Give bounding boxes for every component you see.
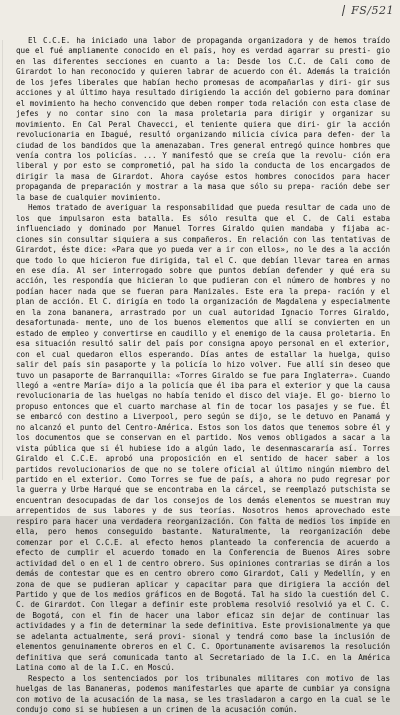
binding-margin bbox=[2, 40, 9, 480]
letter-body bbox=[16, 36, 390, 715]
archive-reference: FS/521 bbox=[351, 4, 394, 17]
paragraph-1: El C.C.E. ha iniciado una labor de propaganda organizadora y de hemos traído que el fué ampliamente conocido en el país, hoy es verdad agarrar su presti- gio en las diferentes secciones en cuanto a la: Desde los C.C. de Cali como de Girardot lo han reconocido y quieren labrar de acuerdo con él. Además la traición de los jefes liberales que habían hecho promesas de acompañarlas y diri- gir sus acciones y al último haya resultado dirigiendo la acción del gobierno para dominar el movimiento ha hecho convencido que deben romper toda relación con esta clase de jefes y no contar sino con la masa proletaria para dirigir y organizar su movimiento. En Cal Peral Chavecci, el teniente quiera que diri- gir la acción revolucionaria en Ibagué, resultó organizando milicia cívica para defen- der la ciudad de los bandidos que la amenazaban. Tres general entregó quince hombres que venía contra los policías. ... Y manifestó que se creía que la revolu- ción era liberal y por esto se comprometió, pal ha sido la conducta de los encargados de dirigir la masa de Girardot. Ahora cayóse estos hombres conocidos para hacer propaganda de preparación y mostrar a la masa que sólo su prepa- ración debe ser la base de cualquier movimiento. bbox=[16, 36, 390, 202]
paragraph-2: Hemos tratado de averiguar la responsabilidad que pueda resultar de cada uno de los que impulsaron esta batalla. Es sólo resulta que el C. de Cali estaba influenciado y dominado por Manuel Torres Giraldo quien mandaba y fijaba ac- ciones sin consultar siquiera a sus compañeros. En relación con las tentativas de Girardot, éste dice: «Para que yo pueda ver a ir con ellos», no le des a la acción que todo lo que hicieron fue dirigida, tal el C. que debían llevar tarea en armas en ese día. Al ser interrogado sobre que puntos debían defender y qué era su acción, les respondía que hicieran lo que pudieran con el número de hombres y no podían hacer nada que se fueran para Manizales. Este era la prepa- ración y el plan de acción. El C. dirigía en todo la organización de Magdalena y especialmente en la zona bananera, arrastrado por un cual autoridad Ignacio Torres Giraldo, desafortunada- mente, uno de los buenos elementos que allí se convierten en un estado de empleo y convertirse en caudillo y el enemigo de la causa proletaria. En esa situación resultó salir del país por consigna apoyo personal en el exterior, con el cual quedaron ellos esperando. Días antes de estallar la huelga, quiso salir del país sin pasaporte y la policía lo hizo volver. Fue allí sin deseo que tuvo un pasaporte de Barranquilla: «Torres Giraldo se fue para Inglaterra». Cuando llegó a «entre María» dijo a la policía que él iba para el exterior y que la causa revolucionaria de las huelgas no había tenido el disco del viaje. El go- bierno lo propuso entonces que el cuarto marchase al fin de tocar los pasajes y se fue. Él se embarcó con destino a Liverpool, pero según se dijo, se le detuvo en Panamá y no alcanzó el punto del Centro-América. Estos son los datos que tenemos sobre él y los documentos que se conservan en el partido. Nos vemos obligados a sacar a la vista pública que si él hubiese ido a algún lado, le desenmascararía así. Torres Giraldo el C.C.E. aprobó una proposición en el sentido de hacer saber a los partidos revolucionarios de que no se tolere oficial al último ningún miembro del partido en el exterior. Como Torres se fue de país, a ahora no pudo regresar por la guerra y Urbe Harqué que se encontraba en la cárcel, se reemplazó putschista se encuentran desocupadas de dar los consejos de los demás elementos se muestran muy arrepentidos de sus labores y de sus teorías. Nosotros hemos aprovechado este respiro para hacer una verdadera reorganización. Con falta de medios los impide en ella, pero hemos conseguido bastante. Naturalmente, la reorganización debe comenzar por el C.C.E. al efecto hemos planteado la conferencia de acuerdo a efecto de cumplir el acuerdo tomado en la Conferencia de Buenos Aires sobre actividad del o en el 1 de centro obrero. Sus opiniones contrarias se dirán a los demás de contestar que es en centro obrero como Girardot, Cali y Medellín, y en zona de que se pudieran aplicar y capacitar para que dirigiera la acción del Partido y que de los medios gráficos en de Bogotá. Tal ha sido la cuestión del C. C. de Girardot. Con llegar a definir este problema resolvió resolvió ya el C. C. de Bogotá, con el fin de hacer una labor eficaz sin dejar de continuar las actividades y a fin de determinar la sede definitiva. Este provisionalmente ya que se adelanta actualmente, será provi- sional y tendrá como base la inclusión de elementos genuinamente obreros en el C. C. Oportunamente avisaremos la resolución definitiva que será comunicada tanto al Secretariado de la I.C. en la América Latina como al de la I.C. en Moscú. bbox=[16, 203, 390, 673]
paragraph-3: Respecto a los sentenciados por los tribunales militares con motivo de las huelgas de las Bananeras, podemos manifestarles que aparte de cumbiar ya consigna con motivo de la acusación de la masa, se les trasladaron a cargo en la cual se le condujo como si se hubiesen a un crimen de la acusación común. bbox=[16, 673, 390, 714]
